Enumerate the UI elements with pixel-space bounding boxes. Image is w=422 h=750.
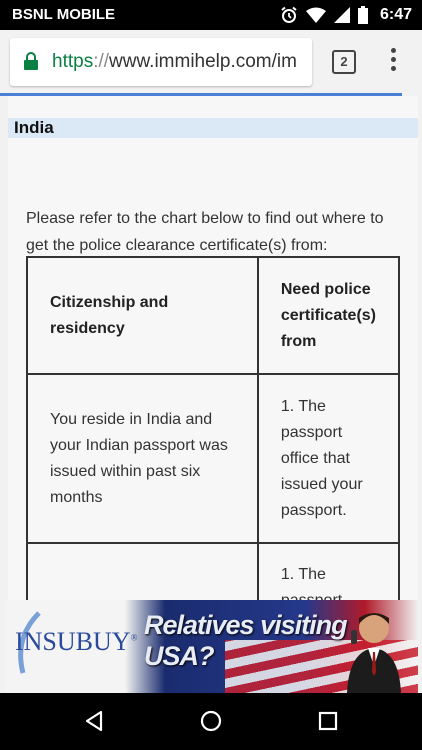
battery-icon: [358, 6, 368, 24]
table-cell: 1. The: [258, 543, 399, 663]
ad-brand-mark: ®: [130, 632, 138, 643]
table-viewport: [0, 96, 422, 600]
ad-banner[interactable]: [5, 600, 418, 693]
ad-brand-text: INSUBUY: [15, 627, 131, 656]
status-icons: [280, 5, 412, 25]
home-icon[interactable]: [200, 710, 222, 732]
tab-switcher-button[interactable]: 2: [332, 50, 356, 74]
back-icon[interactable]: [83, 710, 105, 732]
url-separator: ://: [93, 51, 110, 72]
carrier-name: BSNL MOBILE: [12, 6, 116, 23]
lock-icon: [24, 52, 38, 70]
table-cell: 1. The passport office that issued your passport.: [258, 374, 399, 543]
signal-icon: [334, 7, 350, 23]
table-header-row: [27, 257, 399, 374]
navigation-bar: [0, 693, 422, 750]
address-bar[interactable]: [10, 38, 312, 86]
table-cell: You reside in India and your Indian passport was issued within past six months: [27, 374, 258, 543]
ad-tagline: Relatives visiting USA?: [144, 610, 347, 671]
intro-text: Please refer to the chart below to find out where to get the police clearance certificate(s) from:: [26, 210, 384, 254]
more-vert-icon[interactable]: [388, 48, 398, 78]
url-host: www.immihelp.com/im: [109, 51, 297, 72]
recents-icon[interactable]: [318, 711, 338, 731]
ad-brand-logo: [15, 627, 137, 657]
table-row: [27, 374, 399, 543]
person-icon: [343, 606, 405, 693]
url-scheme: https: [52, 51, 94, 72]
header-need-certificate: Need police certificate(s) from: [258, 257, 399, 374]
alarm-icon: [280, 6, 298, 24]
status-bar: [0, 0, 422, 30]
header-citizenship: Citizenship and residency: [27, 257, 258, 374]
url-text[interactable]: [52, 51, 297, 73]
browser-toolbar: [0, 30, 422, 96]
section-title: India: [14, 118, 54, 137]
wifi-icon: [306, 7, 326, 23]
clock-time: 6:47: [379, 6, 412, 23]
